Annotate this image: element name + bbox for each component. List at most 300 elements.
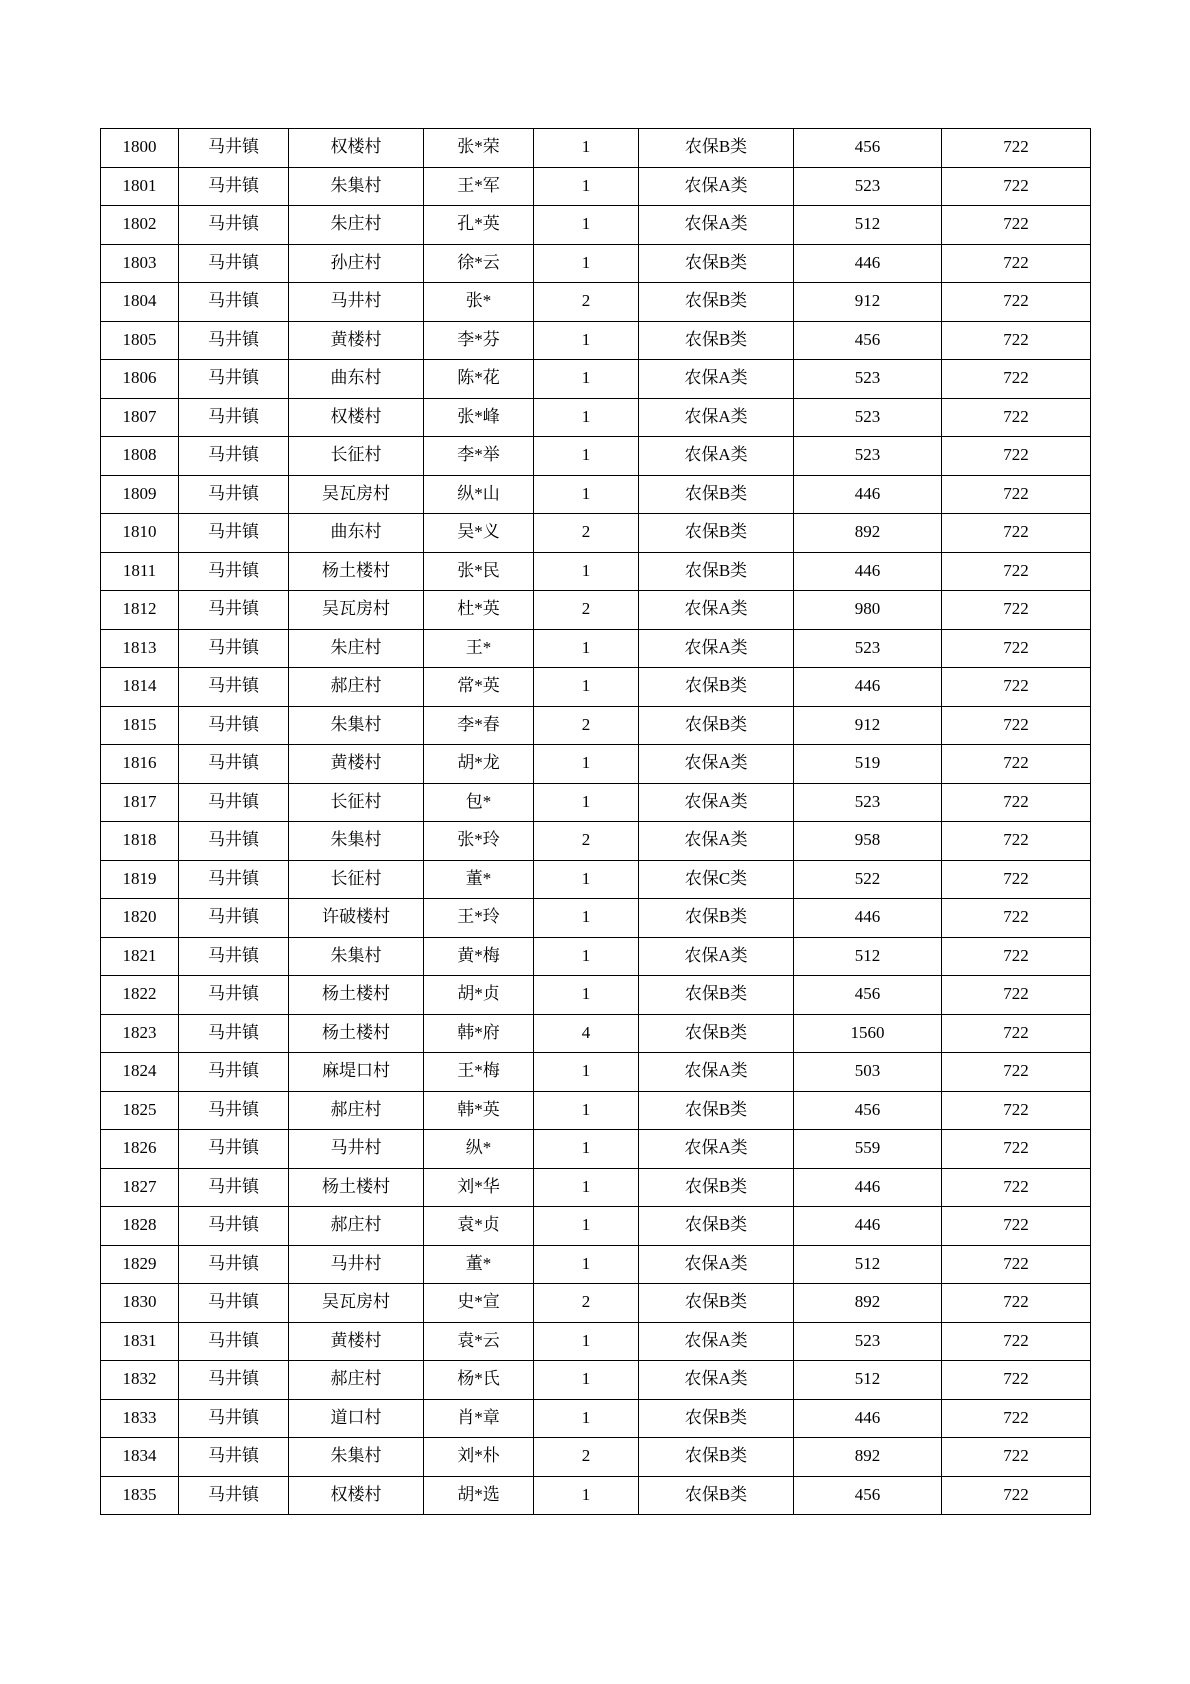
table-row bbox=[101, 1207, 1091, 1246]
table-cell: 1834 bbox=[101, 1438, 179, 1477]
table-cell: 503 bbox=[794, 1053, 942, 1092]
table-cell: 王*军 bbox=[424, 167, 534, 206]
table-row bbox=[101, 1438, 1091, 1477]
table-cell: 郝庄村 bbox=[289, 1091, 424, 1130]
table-cell: 道口村 bbox=[289, 1399, 424, 1438]
table-row bbox=[101, 706, 1091, 745]
table-cell: 1 bbox=[534, 398, 639, 437]
table-cell: 农保A类 bbox=[639, 591, 794, 630]
table-cell: 农保B类 bbox=[639, 1207, 794, 1246]
table-cell: 722 bbox=[942, 1130, 1091, 1169]
table-cell: 农保A类 bbox=[639, 629, 794, 668]
table-row bbox=[101, 899, 1091, 938]
table-cell: 1828 bbox=[101, 1207, 179, 1246]
table-cell: 农保B类 bbox=[639, 283, 794, 322]
table-cell: 马井镇 bbox=[179, 783, 289, 822]
table-cell: 郝庄村 bbox=[289, 668, 424, 707]
table-cell: 1560 bbox=[794, 1014, 942, 1053]
table-cell: 农保B类 bbox=[639, 899, 794, 938]
table-cell: 1 bbox=[534, 1245, 639, 1284]
table-cell: 马井镇 bbox=[179, 668, 289, 707]
table-cell: 1 bbox=[534, 860, 639, 899]
table-cell: 张* bbox=[424, 283, 534, 322]
table-cell: 722 bbox=[942, 437, 1091, 476]
table-cell: 马井镇 bbox=[179, 937, 289, 976]
table-cell: 1811 bbox=[101, 552, 179, 591]
table-cell: 1 bbox=[534, 1207, 639, 1246]
table-cell: 李*春 bbox=[424, 706, 534, 745]
table-cell: 农保A类 bbox=[639, 1322, 794, 1361]
table-row bbox=[101, 860, 1091, 899]
table-cell: 722 bbox=[942, 937, 1091, 976]
table-cell: 马井镇 bbox=[179, 1091, 289, 1130]
table-row bbox=[101, 321, 1091, 360]
table-cell: 长征村 bbox=[289, 783, 424, 822]
table-cell: 张*玲 bbox=[424, 822, 534, 861]
table-cell: 常*英 bbox=[424, 668, 534, 707]
table-cell: 张*民 bbox=[424, 552, 534, 591]
table-row bbox=[101, 1322, 1091, 1361]
table-cell: 农保A类 bbox=[639, 206, 794, 245]
table-cell: 农保C类 bbox=[639, 860, 794, 899]
table-cell: 马井镇 bbox=[179, 475, 289, 514]
table-cell: 朱庄村 bbox=[289, 629, 424, 668]
table-cell: 陈*花 bbox=[424, 360, 534, 399]
table-cell: 农保B类 bbox=[639, 1168, 794, 1207]
table-cell: 446 bbox=[794, 475, 942, 514]
table-cell: 马井镇 bbox=[179, 1399, 289, 1438]
table-cell: 722 bbox=[942, 283, 1091, 322]
table-cell: 马井镇 bbox=[179, 1130, 289, 1169]
table-cell: 农保B类 bbox=[639, 706, 794, 745]
table-cell: 农保B类 bbox=[639, 1399, 794, 1438]
table-cell: 446 bbox=[794, 1168, 942, 1207]
table-row bbox=[101, 167, 1091, 206]
table-cell: 农保B类 bbox=[639, 976, 794, 1015]
table-row bbox=[101, 1091, 1091, 1130]
table-cell: 2 bbox=[534, 514, 639, 553]
table-cell: 1825 bbox=[101, 1091, 179, 1130]
table-cell: 王*玲 bbox=[424, 899, 534, 938]
table-cell: 孔*英 bbox=[424, 206, 534, 245]
table-cell: 722 bbox=[942, 398, 1091, 437]
table-cell: 523 bbox=[794, 629, 942, 668]
table-cell: 马井镇 bbox=[179, 822, 289, 861]
table-row bbox=[101, 976, 1091, 1015]
table-cell: 2 bbox=[534, 591, 639, 630]
table-cell: 朱集村 bbox=[289, 167, 424, 206]
table-cell: 892 bbox=[794, 1438, 942, 1477]
table-cell: 马井村 bbox=[289, 1130, 424, 1169]
table-cell: 958 bbox=[794, 822, 942, 861]
table-cell: 张*荣 bbox=[424, 129, 534, 168]
table-cell: 董* bbox=[424, 860, 534, 899]
table-cell: 1800 bbox=[101, 129, 179, 168]
table-cell: 吴瓦房村 bbox=[289, 591, 424, 630]
table-cell: 农保A类 bbox=[639, 360, 794, 399]
table-row bbox=[101, 591, 1091, 630]
table-cell: 吴瓦房村 bbox=[289, 1284, 424, 1323]
table-cell: 2 bbox=[534, 283, 639, 322]
table-cell: 722 bbox=[942, 899, 1091, 938]
table-cell: 722 bbox=[942, 1168, 1091, 1207]
table-cell: 722 bbox=[942, 167, 1091, 206]
table-cell: 农保A类 bbox=[639, 783, 794, 822]
table-row bbox=[101, 1014, 1091, 1053]
table-cell: 农保B类 bbox=[639, 1091, 794, 1130]
table-cell: 1829 bbox=[101, 1245, 179, 1284]
table-cell: 杜*英 bbox=[424, 591, 534, 630]
table-cell: 朱集村 bbox=[289, 937, 424, 976]
table-cell: 519 bbox=[794, 745, 942, 784]
table-row bbox=[101, 1245, 1091, 1284]
table-cell: 892 bbox=[794, 514, 942, 553]
table-cell: 农保A类 bbox=[639, 398, 794, 437]
table-cell: 1818 bbox=[101, 822, 179, 861]
table-cell: 吴*义 bbox=[424, 514, 534, 553]
table-cell: 722 bbox=[942, 1091, 1091, 1130]
table-cell: 马井镇 bbox=[179, 1476, 289, 1515]
table-cell: 马井镇 bbox=[179, 1361, 289, 1400]
table-cell: 曲东村 bbox=[289, 360, 424, 399]
table-row bbox=[101, 398, 1091, 437]
table-cell: 1 bbox=[534, 1476, 639, 1515]
table-cell: 1813 bbox=[101, 629, 179, 668]
table-cell: 1819 bbox=[101, 860, 179, 899]
beneficiary-table bbox=[100, 128, 1091, 1515]
table-cell: 胡*贞 bbox=[424, 976, 534, 1015]
table-cell: 1815 bbox=[101, 706, 179, 745]
table-cell: 523 bbox=[794, 398, 942, 437]
table-cell: 1823 bbox=[101, 1014, 179, 1053]
table-cell: 1833 bbox=[101, 1399, 179, 1438]
table-cell: 523 bbox=[794, 437, 942, 476]
table-cell: 马井镇 bbox=[179, 1053, 289, 1092]
table-row bbox=[101, 1130, 1091, 1169]
table-cell: 马井镇 bbox=[179, 398, 289, 437]
table-cell: 722 bbox=[942, 1322, 1091, 1361]
table-cell: 农保A类 bbox=[639, 937, 794, 976]
table-cell: 权楼村 bbox=[289, 1476, 424, 1515]
table-cell: 马井村 bbox=[289, 1245, 424, 1284]
table-cell: 892 bbox=[794, 1284, 942, 1323]
table-cell: 722 bbox=[942, 629, 1091, 668]
table-cell: 446 bbox=[794, 1207, 942, 1246]
table-cell: 李*举 bbox=[424, 437, 534, 476]
table-cell: 722 bbox=[942, 129, 1091, 168]
table-cell: 2 bbox=[534, 822, 639, 861]
table-cell: 郝庄村 bbox=[289, 1207, 424, 1246]
table-cell: 446 bbox=[794, 552, 942, 591]
table-cell: 722 bbox=[942, 206, 1091, 245]
table-cell: 1810 bbox=[101, 514, 179, 553]
table-cell: 1830 bbox=[101, 1284, 179, 1323]
table-cell: 马井镇 bbox=[179, 976, 289, 1015]
table-cell: 1827 bbox=[101, 1168, 179, 1207]
table-cell: 韩*英 bbox=[424, 1091, 534, 1130]
table-cell: 512 bbox=[794, 1245, 942, 1284]
table-cell: 1 bbox=[534, 206, 639, 245]
table-cell: 农保B类 bbox=[639, 552, 794, 591]
table-cell: 446 bbox=[794, 244, 942, 283]
table-cell: 523 bbox=[794, 783, 942, 822]
table-cell: 522 bbox=[794, 860, 942, 899]
table-cell: 722 bbox=[942, 591, 1091, 630]
table-cell: 权楼村 bbox=[289, 129, 424, 168]
table-cell: 农保B类 bbox=[639, 244, 794, 283]
table-cell: 农保A类 bbox=[639, 1245, 794, 1284]
table-cell: 1 bbox=[534, 1399, 639, 1438]
table-cell: 王*梅 bbox=[424, 1053, 534, 1092]
table-cell: 马井镇 bbox=[179, 552, 289, 591]
table-cell: 1 bbox=[534, 1130, 639, 1169]
table-cell: 456 bbox=[794, 129, 942, 168]
table-cell: 农保A类 bbox=[639, 822, 794, 861]
table-cell: 912 bbox=[794, 706, 942, 745]
table-cell: 722 bbox=[942, 475, 1091, 514]
table-cell: 刘*华 bbox=[424, 1168, 534, 1207]
table-cell: 包* bbox=[424, 783, 534, 822]
table-cell: 纵*山 bbox=[424, 475, 534, 514]
table-cell: 马井镇 bbox=[179, 129, 289, 168]
table-row bbox=[101, 668, 1091, 707]
table-cell: 杨*氏 bbox=[424, 1361, 534, 1400]
table-cell: 马井镇 bbox=[179, 706, 289, 745]
table-row bbox=[101, 552, 1091, 591]
table-cell: 722 bbox=[942, 1284, 1091, 1323]
table-cell: 马井镇 bbox=[179, 899, 289, 938]
table-cell: 1820 bbox=[101, 899, 179, 938]
table-row bbox=[101, 1053, 1091, 1092]
table-row bbox=[101, 206, 1091, 245]
table-row bbox=[101, 437, 1091, 476]
table-row bbox=[101, 1399, 1091, 1438]
table-cell: 朱庄村 bbox=[289, 206, 424, 245]
table-cell: 黄楼村 bbox=[289, 745, 424, 784]
table-cell: 曲东村 bbox=[289, 514, 424, 553]
table-cell: 马井镇 bbox=[179, 360, 289, 399]
table-cell: 446 bbox=[794, 1399, 942, 1438]
table-cell: 1831 bbox=[101, 1322, 179, 1361]
table-cell: 1826 bbox=[101, 1130, 179, 1169]
table-cell: 马井镇 bbox=[179, 321, 289, 360]
table-cell: 董* bbox=[424, 1245, 534, 1284]
table-row bbox=[101, 1476, 1091, 1515]
table-row bbox=[101, 745, 1091, 784]
table-cell: 农保B类 bbox=[639, 514, 794, 553]
table-cell: 523 bbox=[794, 167, 942, 206]
table-cell: 农保A类 bbox=[639, 1053, 794, 1092]
table-cell: 722 bbox=[942, 1399, 1091, 1438]
table-cell: 1817 bbox=[101, 783, 179, 822]
table-cell: 1 bbox=[534, 899, 639, 938]
table-cell: 1 bbox=[534, 167, 639, 206]
table-cell: 456 bbox=[794, 976, 942, 1015]
table-cell: 912 bbox=[794, 283, 942, 322]
table-cell: 胡*龙 bbox=[424, 745, 534, 784]
table-cell: 722 bbox=[942, 360, 1091, 399]
table-cell: 黄*梅 bbox=[424, 937, 534, 976]
table-cell: 纵* bbox=[424, 1130, 534, 1169]
table-cell: 农保B类 bbox=[639, 1014, 794, 1053]
table-cell: 1 bbox=[534, 976, 639, 1015]
table-cell: 杨土楼村 bbox=[289, 1014, 424, 1053]
table-cell: 农保A类 bbox=[639, 167, 794, 206]
table-cell: 1805 bbox=[101, 321, 179, 360]
table-cell: 512 bbox=[794, 206, 942, 245]
table-cell: 黄楼村 bbox=[289, 321, 424, 360]
table-cell: 1 bbox=[534, 783, 639, 822]
table-cell: 722 bbox=[942, 1245, 1091, 1284]
table-row bbox=[101, 1361, 1091, 1400]
table-cell: 722 bbox=[942, 514, 1091, 553]
table-row bbox=[101, 129, 1091, 168]
table-cell: 杨土楼村 bbox=[289, 552, 424, 591]
table-cell: 刘*朴 bbox=[424, 1438, 534, 1477]
table-cell: 1821 bbox=[101, 937, 179, 976]
table-row bbox=[101, 783, 1091, 822]
table-cell: 韩*府 bbox=[424, 1014, 534, 1053]
table-cell: 徐*云 bbox=[424, 244, 534, 283]
table-row bbox=[101, 1168, 1091, 1207]
table-cell: 杨土楼村 bbox=[289, 976, 424, 1015]
table-cell: 1 bbox=[534, 552, 639, 591]
table-cell: 722 bbox=[942, 1476, 1091, 1515]
table-row bbox=[101, 514, 1091, 553]
table-cell: 1 bbox=[534, 244, 639, 283]
table-cell: 马井村 bbox=[289, 283, 424, 322]
table-row bbox=[101, 1284, 1091, 1323]
table-cell: 1 bbox=[534, 745, 639, 784]
table-cell: 麻堤口村 bbox=[289, 1053, 424, 1092]
table-row bbox=[101, 629, 1091, 668]
table-cell: 马井镇 bbox=[179, 283, 289, 322]
table-cell: 马井镇 bbox=[179, 1207, 289, 1246]
table-cell: 农保B类 bbox=[639, 1476, 794, 1515]
table-row bbox=[101, 822, 1091, 861]
table-cell: 722 bbox=[942, 976, 1091, 1015]
table-cell: 2 bbox=[534, 706, 639, 745]
table-cell: 1804 bbox=[101, 283, 179, 322]
table-cell: 722 bbox=[942, 668, 1091, 707]
table-cell: 袁*云 bbox=[424, 1322, 534, 1361]
table-row bbox=[101, 244, 1091, 283]
table-cell: 马井镇 bbox=[179, 1284, 289, 1323]
table-cell: 袁*贞 bbox=[424, 1207, 534, 1246]
table-cell: 马井镇 bbox=[179, 629, 289, 668]
table-cell: 722 bbox=[942, 1053, 1091, 1092]
table-cell: 1809 bbox=[101, 475, 179, 514]
table-cell: 1801 bbox=[101, 167, 179, 206]
table-cell: 456 bbox=[794, 321, 942, 360]
table-cell: 马井镇 bbox=[179, 514, 289, 553]
table-cell: 农保A类 bbox=[639, 1361, 794, 1400]
table-cell: 512 bbox=[794, 1361, 942, 1400]
table-cell: 马井镇 bbox=[179, 1014, 289, 1053]
table-cell: 农保A类 bbox=[639, 745, 794, 784]
table-cell: 史*宣 bbox=[424, 1284, 534, 1323]
table-cell: 马井镇 bbox=[179, 1438, 289, 1477]
table-cell: 孙庄村 bbox=[289, 244, 424, 283]
table-cell: 722 bbox=[942, 783, 1091, 822]
table-cell: 980 bbox=[794, 591, 942, 630]
table-cell: 1832 bbox=[101, 1361, 179, 1400]
table-cell: 许破楼村 bbox=[289, 899, 424, 938]
table-cell: 1 bbox=[534, 629, 639, 668]
table-cell: 722 bbox=[942, 552, 1091, 591]
table-cell: 722 bbox=[942, 1207, 1091, 1246]
table-cell: 马井镇 bbox=[179, 437, 289, 476]
table-cell: 王* bbox=[424, 629, 534, 668]
table-cell: 马井镇 bbox=[179, 167, 289, 206]
table-row bbox=[101, 937, 1091, 976]
table-cell: 1 bbox=[534, 1168, 639, 1207]
table-cell: 马井镇 bbox=[179, 1322, 289, 1361]
table-cell: 722 bbox=[942, 822, 1091, 861]
table-cell: 农保A类 bbox=[639, 1130, 794, 1169]
table-cell: 1 bbox=[534, 1091, 639, 1130]
table-body bbox=[101, 129, 1091, 1515]
table-cell: 农保B类 bbox=[639, 321, 794, 360]
table-cell: 长征村 bbox=[289, 860, 424, 899]
table-cell: 1 bbox=[534, 437, 639, 476]
table-cell: 黄楼村 bbox=[289, 1322, 424, 1361]
table-cell: 722 bbox=[942, 244, 1091, 283]
table-cell: 446 bbox=[794, 668, 942, 707]
table-cell: 722 bbox=[942, 706, 1091, 745]
table-cell: 456 bbox=[794, 1091, 942, 1130]
table-cell: 1 bbox=[534, 129, 639, 168]
table-cell: 1 bbox=[534, 1322, 639, 1361]
table-cell: 1 bbox=[534, 321, 639, 360]
table-cell: 1 bbox=[534, 475, 639, 514]
table-cell: 722 bbox=[942, 321, 1091, 360]
table-cell: 1824 bbox=[101, 1053, 179, 1092]
table-cell: 李*芬 bbox=[424, 321, 534, 360]
table-cell: 512 bbox=[794, 937, 942, 976]
table-cell: 559 bbox=[794, 1130, 942, 1169]
table-cell: 马井镇 bbox=[179, 860, 289, 899]
table-cell: 郝庄村 bbox=[289, 1361, 424, 1400]
table-cell: 1808 bbox=[101, 437, 179, 476]
table-cell: 马井镇 bbox=[179, 1168, 289, 1207]
table-cell: 722 bbox=[942, 745, 1091, 784]
table-cell: 农保B类 bbox=[639, 475, 794, 514]
table-cell: 456 bbox=[794, 1476, 942, 1515]
table-cell: 722 bbox=[942, 1014, 1091, 1053]
table-cell: 1 bbox=[534, 1053, 639, 1092]
table-cell: 马井镇 bbox=[179, 206, 289, 245]
table-cell: 1822 bbox=[101, 976, 179, 1015]
table-cell: 吴瓦房村 bbox=[289, 475, 424, 514]
table-cell: 2 bbox=[534, 1284, 639, 1323]
table-row bbox=[101, 475, 1091, 514]
table-cell: 马井镇 bbox=[179, 1245, 289, 1284]
table-cell: 1 bbox=[534, 360, 639, 399]
table-cell: 农保B类 bbox=[639, 1284, 794, 1323]
table-cell: 1816 bbox=[101, 745, 179, 784]
table-cell: 肖*章 bbox=[424, 1399, 534, 1438]
table-cell: 722 bbox=[942, 1361, 1091, 1400]
table-cell: 1814 bbox=[101, 668, 179, 707]
table-cell: 1803 bbox=[101, 244, 179, 283]
table-cell: 1 bbox=[534, 937, 639, 976]
table-cell: 农保A类 bbox=[639, 437, 794, 476]
table-cell: 马井镇 bbox=[179, 745, 289, 784]
table-cell: 张*峰 bbox=[424, 398, 534, 437]
table-cell: 1806 bbox=[101, 360, 179, 399]
table-cell: 2 bbox=[534, 1438, 639, 1477]
